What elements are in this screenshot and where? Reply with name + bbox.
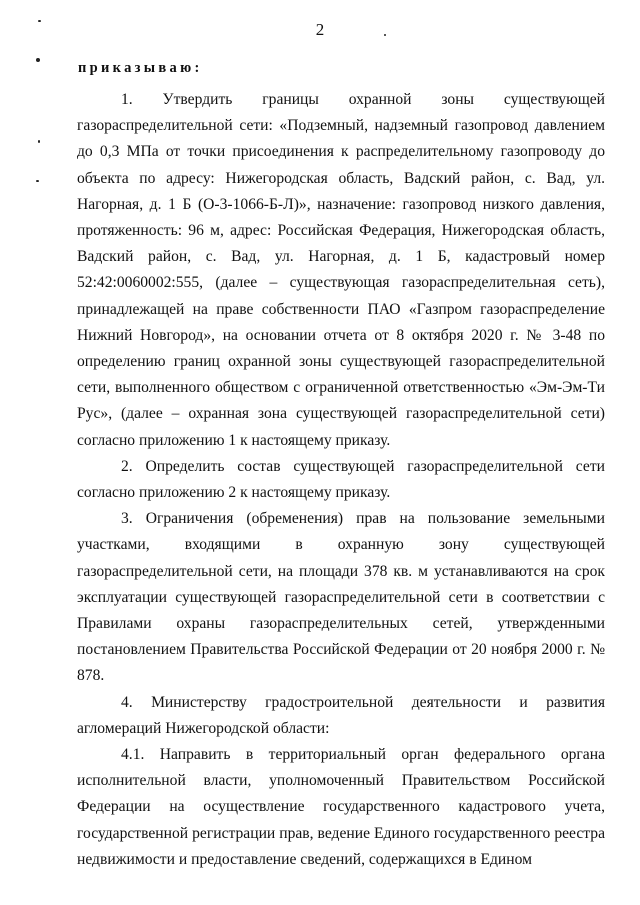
paragraph-4-1: 4.1. Направить в территориальный орган федерального органа исполнительной власти, уполномоченный Правительством Российской Федерации на осуществление государственного кадастрового учета, государственной регистрации прав, ведение Единого государственного реестра недвижимости и предоставление сведений, содержащихся в Едином — [77, 746, 605, 868]
scan-speck — [38, 140, 40, 143]
scan-speck — [36, 58, 40, 62]
paragraph-2: 2. Определить состав существующей газораспределительной сети согласно приложению 2 к настоящему приказу. — [77, 457, 605, 502]
scan-speck — [36, 180, 39, 182]
paragraph-1: 1. Утвердить границы охранной зоны существующей газораспределительной сети: «Подземный, надземный газопровод давлением до 0,3 МПа от точки присоединения к распределительному газопроводу до объекта по адресу: Нижегородская область, Вадский район, с. Вад, ул. Нагорная, д. 1 Б (О-3-1066-Б-Л)», назначение: газопровод низкого давления, протяженность: 96 м, адрес: Российская Федерация, Нижегородская область, Вадский район, с. Вад, ул. Нагорная, д. 1 Б, кадастровый номер 52:42:0060002:555, (далее – существующая газораспределительная сеть), принадлежащей на праве собственности ПАО «Газпром газораспределение Нижний Новгород», на основании отчета от 8 октября 2020 г. № 3-48 по определению границ охранной зоны существующей газораспределительной сети, выполненного обществом с ограниченной ответственностью «Эм-Эм-Ти Рус», (далее – охранная зона существующей газораспределительной сети) согласно приложению 1 к настоящему приказу. — [77, 91, 605, 449]
scan-speck — [384, 34, 386, 36]
scan-speck — [38, 20, 41, 22]
order-heading: приказываю: — [78, 60, 203, 76]
paragraph-4: 4. Министерству градостроительной деятельности и развития агломераций Нижегородской области: — [77, 693, 605, 737]
paragraph-3: 3. Ограничения (обременения) прав на пользование земельными участками, входящими в охранную зону существующей газораспределительной сети, на площади 378 кв. м устанавливаются на срок эксплуатации существующей газораспределительной сети в соответствии с Правилами охраны газораспределительных сетей, утвержденными постановлением Правительства Российской Федерации от 20 ноября 2000 г. № 878. — [77, 510, 605, 685]
page-number: 2 — [315, 20, 325, 39]
document-body — [77, 87, 605, 873]
